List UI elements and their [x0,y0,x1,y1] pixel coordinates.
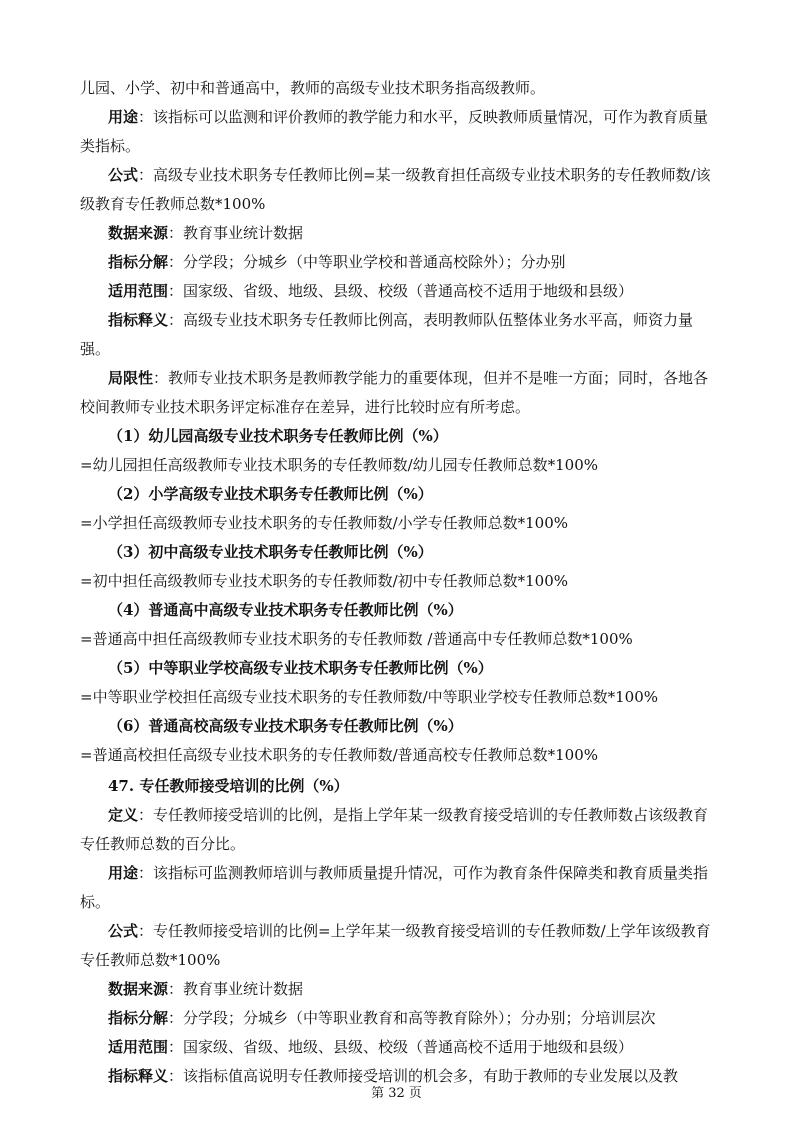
scope-paragraph [80,277,720,306]
definition-label: 定义 [108,806,139,824]
data-source-label: 数据来源 [108,224,169,242]
subitem-title: （3）初中高级专业技术职务专任教师比例（%） [108,543,433,561]
scope-text: ：国家级、省级、地级、县级、校级（普通高校不适用于地级和县级） [168,1038,634,1056]
data-source-text: ：教育事业统计数据 [168,980,304,998]
formula-paragraph [80,161,720,219]
breakdown-paragraph [80,1004,720,1033]
usage-label: 用途 [108,108,139,126]
formula-label: 公式 [108,166,139,184]
explanation-text: ：该指标值高说明专任教师接受培训的机会多，有助于教师的专业发展以及教 [168,1067,679,1085]
scope-paragraph [80,1033,720,1062]
scope-label: 适用范围 [108,282,169,300]
subitem-formula: =普通高中担任高级教师专业技术职务的专任教师数 /普通高中专任教师总数*100% [80,630,633,648]
paragraph-continuation: 儿园、小学、初中和普通高中，教师的高级专业技术职务指高级教师。 [80,79,546,97]
explanation-label: 指标释义 [108,311,169,329]
subitem-formula: =小学担任高级教师专业技术职务的专任教师数/小学专任教师总数*100% [80,514,569,532]
subitem-formula: =幼儿园担任高级教师专业技术职务的专任教师数/幼儿园专任教师总数*100% [80,456,599,474]
breakdown-text: ：分学段；分城乡（中等职业教育和高等教育除外）；分办别；分培训层次 [168,1009,656,1027]
data-source-text: ：教育事业统计数据 [168,224,304,242]
scope-text: ：国家级、省级、地级、县级、校级（普通高校不适用于地级和县级） [168,282,634,300]
page-body [80,74,720,1091]
formula-paragraph [80,917,720,975]
usage-paragraph [80,859,720,917]
usage-text: ：该指标可监测教师培训与教师质量提升情况，可作为教育条件保障类和教育质量类指标。 [80,864,709,911]
subitem-title: （4）普通高中高级专业技术职务专任教师比例（%） [108,601,463,619]
subitem-title: （1）幼儿园高级专业技术职务专任教师比例（%） [108,427,448,445]
data-source-paragraph [80,975,720,1004]
data-source-paragraph [80,219,720,248]
breakdown-label: 指标分解 [108,253,169,271]
section-heading: 47. 专任教师接受培训的比例（%） [108,777,349,795]
subitem-title: （5）中等职业学校高级专业技术职务专任教师比例（%） [108,659,493,677]
explanation-label: 指标释义 [108,1067,169,1085]
breakdown-text: ：分学段；分城乡（中等职业学校和普通高校除外）；分办别 [168,253,566,271]
definition-paragraph [80,801,720,859]
usage-label: 用途 [108,864,139,882]
subitem-title: （6）普通高校高级专业技术职务专任教师比例（%） [108,717,463,735]
explanation-text: ：高级专业技术职务专任教师比例高，表明教师队伍整体业务水平高，师资力量强。 [80,311,694,358]
limitation-label: 局限性 [108,369,154,387]
breakdown-label: 指标分解 [108,1009,169,1027]
subitem-formula: =中等职业学校担任高级专业技术职务的专任教师数/中等职业学校专任教师总数*100% [80,688,659,706]
formula-label: 公式 [108,922,139,940]
usage-text: ：该指标可以监测和评价教师的教学能力和水平，反映教师质量情况，可作为教育质量类指标。 [80,108,709,155]
formula-text: ：专任教师接受培训的比例=上学年某一级教育接受培训的专任教师数/上学年该级教育专任教师总数*100% [80,922,711,969]
explanation-paragraph [80,306,720,364]
scope-label: 适用范围 [108,1038,169,1056]
breakdown-paragraph [80,248,720,277]
limitation-paragraph [80,364,720,422]
formula-text: ：高级专业技术职务专任教师比例=某一级教育担任高级专业技术职务的专任教师数/该级教育专任教师总数*100% [80,166,711,213]
subitem-formula: =初中担任高级教师专业技术职务的专任教师数/初中专任教师总数*100% [80,572,569,590]
subitem-formula: =普通高校担任高级专业技术职务的专任教师数/普通高校专任教师总数*100% [80,746,599,764]
limitation-text: ：教师专业技术职务是教师教学能力的重要体现，但并不是唯一方面；同时，各地各校间教师专业技术职务评定标准存在差异，进行比较时应有所考虑。 [80,369,709,416]
data-source-label: 数据来源 [108,980,169,998]
page-number: 第 32 页 [371,1086,422,1101]
subitem-title: （2）小学高级专业技术职务专任教师比例（%） [108,485,433,503]
definition-text: ：专任教师接受培训的比例，是指上学年某一级教育接受培训的专任教师数占该级教育专任教师总数的百分比。 [80,806,709,853]
usage-paragraph [80,103,720,161]
